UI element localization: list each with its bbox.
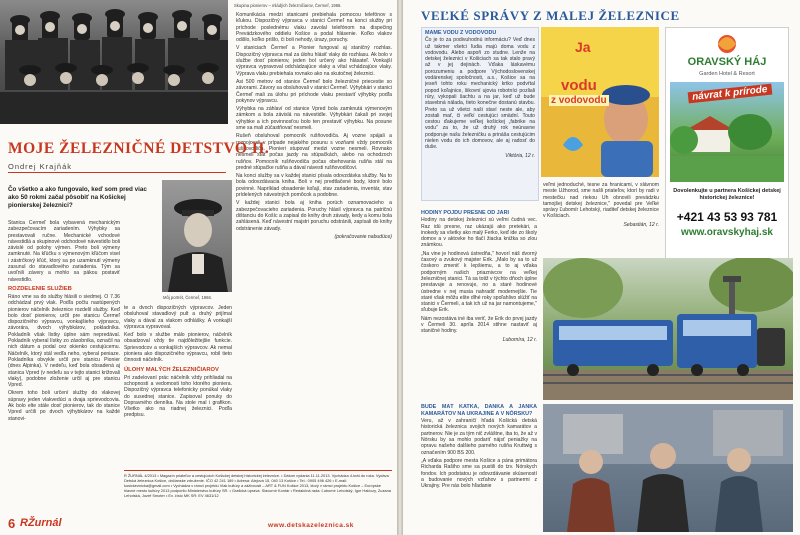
article-heading: MÁME VODU Z VODOVODU xyxy=(425,30,497,36)
continuation-note: (pokračovanie nabudúce) xyxy=(334,233,392,240)
portrait-illustration xyxy=(162,180,232,292)
right-page xyxy=(403,0,800,535)
schedule-article xyxy=(421,210,537,400)
website: www.detskazeleznica.sk xyxy=(268,522,354,529)
paragraph: V staniciach Čermeľ a Pionier fungoval aj staničný rozhlas. Dispozičný výpravca mal za úlohu hlásiť vlaky do rozhlasu. Ak bolo v službe dosť pionierov, jeden bol určený ako hlásateľ. Vonkajší výpravca vypravoval odchádzajúce vlaky a vítal vchádzajúce vlaky. Výprava vlaku prebiehala rovnako ako na skutočnej železnici. xyxy=(236,45,392,77)
imprint-divider xyxy=(124,470,392,471)
ad-line-2: vodu xyxy=(561,77,597,94)
title-divider xyxy=(8,172,226,173)
resort-banner: návrat k prírode xyxy=(688,84,772,104)
middle-column xyxy=(543,182,659,252)
train-photo xyxy=(543,258,793,400)
water-ad xyxy=(541,27,659,177)
paragraph: Okrem toho boli určení služby do vlakovej súpravy jeden vlakvedúci a dvaja sprievodcovia. Ak bolo elte stále dosť pionierov, tak do stanice Vpred určili po dvoch výhybkárov na každé stanovi- xyxy=(8,390,120,422)
paragraph: Nám nezostáva iné iba veriť, že Erik do prvej jazdy v Čermeli 30. apríla 2014 stihne nastaviť aj staničné hodiny. xyxy=(421,315,537,335)
imprint: R ŽURNÁL 4/2013 • Magazín priateľov a cestujúcich Košickej detskej historickej železnice. • Dátum vydania 11.11.2013. Vychádza 4-krát do roka. Vydáva Detská železnica Košice, občianske združenie. IČO 42 241 189 • Adresa: Alejová 15, 040 13 Košice • Tel.: 0905 496 426 • E-mail: kosickeznicka@gmail.com • Vychádza v rámci projektu Vlak kultúry a záživnosti – ART & FUN Košice 2013, ktorý v rámci projektu Košice – Európske hlavné mesto kultúry 2013 podporilo Ministerstvo kultúry SR. • Grafická úprava: Slavomír Kontár • Redakčná rada: Ľubomír Lehotský, Igor Halčczy, Zuzana Lehotská, Jozef Smoter • Ev. číslo MK SR: EV 4631/12 xyxy=(124,473,391,499)
magazine-logo: RŽurnál xyxy=(20,517,62,529)
signature: Viktória, 12 r. xyxy=(505,152,535,159)
train-illustration xyxy=(543,258,793,400)
paragraph: Výhybka na záhlaví od stanice Vpred bola zamknutá výmenovým zámkom a bola závislá na návestidle. Výhybkári čakali pri svojej výhybke a ich povinnosťou bolo ten prestaviť výhybku. Na posune sme sa mali zúčastňovať nesmeli. xyxy=(236,106,392,132)
portrait-caption: Môj portrét, Čermeľ, 1966. xyxy=(163,295,212,300)
ad-line-1: Ja xyxy=(575,39,591,55)
resort-tagline: Garden Hotel & Resort xyxy=(699,71,755,77)
article-author: Ondrej Krajňák xyxy=(8,162,73,171)
left-column-3 xyxy=(236,12,392,502)
paragraph: Keď bolo v službe málo pionierov, náčelník obsadzoval vždy tie najdôležitejšie funkcie. Sprievodcov a vonkajších výpravcov. Ak nemal pioniera ako dispozičného výpravcu, robil tieto činnosti náčelník. xyxy=(124,332,232,364)
paragraph: Pri zadelovaní prác náčelník vždy prihliadal na schopnosti a vedomosti toho ktorého pioniera. Dispozičný výpravca telefonicky ponúkal vlaky do susednej stanice. Zapisoval ponuky do Dopravného denníka. Na stole mal i grafikon. Všetko ako na riadnej železnici. Podľa predpisu. xyxy=(124,374,232,419)
paragraph: Hodiny na detskej železnici sú veľmi čudná vec. Raz idú presne, raz ukázajú ako pretekári, a inokedy sa všetky ako malý Ferko, keď ide zo školy domov a v aktovke ho tlačí žiacka knižka so zlou známkou. xyxy=(421,217,537,249)
article-heading: BUDE MAŤ KATKA, DANKA A JANKA KAMARÁTOV NA UKRAJINE A V NÓRSKU? xyxy=(421,404,537,417)
paragraph: te a dvoch dispozičných výpravcov. Jeden obsluhoval stavadlový pult a druhý prijímal vlaky a dával za vlakom odhlášky. A vonkajší výpravca vypravoval. xyxy=(124,305,232,330)
paragraph: V každej stanici bola aj kniha porúch oznamovacieho a zabezpečovacieho zariadenia. Poruchy hlásil výpravca na patričnú dištanciu do Košíc a zapisal do knihy druh závady, kedy a komu bola zahlásená. Keď návestní majstri poruchu odstránili, zapísali do knihy odstránenie závady. xyxy=(236,200,392,232)
paragraph: Komunikácia medzi stanicami prebiehala pomocou telefónov s kľukou. Dispozičný výpravca v stanici Čermeľ na konci služby pri príchode poslednému vlaku zavolal telefónom na dispečing Prevádzkového oddielu Košice a podal hlásenie. Koľko vlakov odišlo, koľko prišlo, či boli nehody, úrazy, poruchy. xyxy=(236,12,392,44)
people-photo xyxy=(543,404,793,532)
subheading: ROZDELENIE SLUŽIEB xyxy=(8,285,72,292)
paragraph: Veru, až v zahraničí hľadá Košická detská historická železnica svojich nových kamarátov a partnerov. Nie je za tým nič zvláštne, iba to, že až v Nórsku by sa mohlo podariť nájsť peniažky na opravu našeho dalšieho parného rušňa Kruttwig s označením 900 BS 200. xyxy=(421,418,537,456)
portrait-photo xyxy=(162,180,232,292)
pioneer-group-illustration xyxy=(0,0,228,124)
paragraph: Ráno vme sa do služby hlásili o siedmej. O 7.36 odchádzal prvý vlak. Podľa počtu nastúpených pionierov náčelník železnice rozdelil služby. Keď bolo dosť pionierov, určil pre stanicu Čermeľ dispozičného výpravcu, vonkajšieho výpravcu, závorára, dvoch výhybkárov, pokladníka. Pokladník však lístky úplne sám nepredával. Pokladník vyberal lístky zo zásobníka, označil na nich dátum a podal cez okienko cestujúcemu. Náčelník, ktorý stál vedľa neho, vyberal peniaze. Pokladníka obvykle určil pre stanicu Pionier (dnes Alpinka). V nedeľu, keď bola obsadená aj stanica Vpred (v nedeľu sa v tejto stanici križovali vlaky), podobne zloženie určil aj pre stanicu Vpred. xyxy=(8,293,120,389)
paragraph: veľmi jednoduché, tesne za hranicami, v slávnom meste Užhorod, sme našli priateľov, ktorí by radi v mestečku nad riekou Uh obnovili prevádzku tamojšej detskej železnice," povedal pre Veľké správy Ľubomír Lehotský, riaditeľ detskej železnice v Košiciach. xyxy=(543,182,659,220)
signature: Sebastián, 12 r. xyxy=(623,221,659,228)
pioneer-group-photo xyxy=(0,0,228,124)
paragraph: „A vďaka podpore mesta Košice a pána primátora Richarda Rašiho sme sa pustili do tzv. Nórskych fondov. Ich podstatou je odovzdávanie skúseností a budovanie nových vzťahov s partnermi z Ukrajiny. Pre nás bolo hľadanie xyxy=(421,457,537,490)
article-heading: HODINY POJDÚ PRESNE OD JARI xyxy=(421,210,509,216)
subheading: ÚLOHY MALÝCH ŽELEZNIČIAROV xyxy=(124,366,219,373)
paragraph: Asi 500 metrov od stanice Čermeľ bolo železničné priecestie so závorami. Závory sa obsluhovali v stanici Čermeľ. Výhybkári v stanici Čermeľ mali za úlohu pri príchode vlaku prestaviť výhybky podľa pokynov výpravcu. xyxy=(236,78,392,104)
water-article xyxy=(425,30,535,198)
paragraph: „Na vine je hodinová ústredňa," hovorí náš dvorný časový a zvukový majster Erik. „Malo by sa to už čoskoro zmeniť k lepšiemu, a to aj vďaka podporným našich priaznivcov na veľkej železničnej stanici. Tá sa totiž v týchto dňoch úplne prestavuje a renovuje, no a staré hodinové ústredne v nej musia nahradiť modernejšie. Tie staré však môžu ešte dlhé roky spoľahlivo slúžiť na stanici v Čermeli, a tak ich už na jar namontujeme," sľubuje Erik. xyxy=(421,250,537,314)
right-page-title: VEĽKÉ SPRÁVY Z MALEJ ŽELEZNICE xyxy=(421,8,680,23)
left-page xyxy=(0,0,397,535)
resort-ad xyxy=(665,27,789,277)
page-number: 6 xyxy=(8,516,16,531)
people-illustration xyxy=(543,404,793,532)
katka-article xyxy=(421,404,537,532)
resort-phone: +421 43 53 93 781 xyxy=(676,210,778,224)
paragraph: Rušeň obsluhoval pomocník rušňovodiča. Aj vozne spájali a rozpojovali v prípade nejakého posunu s vozňami vždy pomocník rušňovodiča. Pionieri stupovať medzi vozne nesmeli. Rovnako nesmeli stáť počas jazdy na stúpačkách, alebo na ochodzoch rušňov. Pomocník rušňovodiča počas obehovania rušňa stál na predné stúpačke rušňa a dával návesti rušňovodičovi. xyxy=(236,133,392,171)
article-lead: Čo všetko a ako fungovalo, keď som pred viac ako 50 rokmi začal pôsobiť na Košickej pionierskej železnici? xyxy=(8,186,147,209)
signature: Ľubomíra, 12 r. xyxy=(502,336,537,343)
top-photo-caption: Skupina pionierov – mládých železničiarov, Čermeľ, 1966. xyxy=(234,3,342,8)
resort-name: ORAVSKÝ HÁJ xyxy=(687,56,767,68)
resort-web: www.oravskyhaj.sk xyxy=(681,227,773,238)
resort-photo xyxy=(670,82,784,182)
paragraph: Na konci služby sa v každej stanici písala odovzdávka služby. Na to bola odovzdávacia kniha. Boli v nej predtlačené body, ktoré bolo povinné. Napríklad obsadenie koľají, stav zariadenia, inventár, stav prídelených návestných pomôcok a podobne. xyxy=(236,173,392,199)
paragraph: Čo je to za podivuhodnú informáciu? Veď dnes už takmer všetci ľudia majú doma vodu z vodovodu. Alebo aspoň zo studne. Lenže na detskej železnici v Košiciach sa tak stalo pravý až v jej dejinách. Vďaka láskavému porozumeniu a podpore Východoslovenskej vodárenskej spoločnosti, a.s., Košice sa na jeseň tohto roku mechanický krtko podvŕtal popod koľajnice, šikovní ujovia robotníci pozliali rúry, vykopali šachtu a na jar, keď už bude stavebná nálada, tieto konečne dostanú stavbu. Preto sa už všetci naši staví neste ale, aby zostali mať, či veľkí cestujúci smädní. Touto cestou ďakujeme veľkej košickej „fabrike na vodu" za to, že už druhý rok neúnavne podporuje našu železničku a prináša cestujúcim nielen vodu do ich domovov, ale aj radosť do duše. xyxy=(425,37,535,151)
paragraph: Stanica Čermeľ bola vybavená mechanickým zabezpečovacím zariadením. Výhybky sa prestavovali ručne. Mechanické vchodové návestidlá a skupinové odchodové návestidlo boli závislé od polohy výmen. Preto boli výmeny zamknuté. Na kľúčku s výmenovým kľúčom visel i zástrčkový kľúč, ktorý sa po uzamknutí výmeny zasunul do stavadlového zariadenia. Tým sa uvoľnili závery a mohlo sa pákou postaviť návestidlo. xyxy=(8,220,120,283)
left-column-2 xyxy=(124,305,232,467)
left-column-1 xyxy=(8,220,120,525)
resort-sponsor-note: Dovolenkujte u partnera Košickej detskej historickej železnice! xyxy=(673,188,781,201)
ad-line-3: z vodovodu xyxy=(551,95,607,106)
article-title: MOJE ŽELEZNIČNÉ DETSTVO II. xyxy=(8,140,270,157)
